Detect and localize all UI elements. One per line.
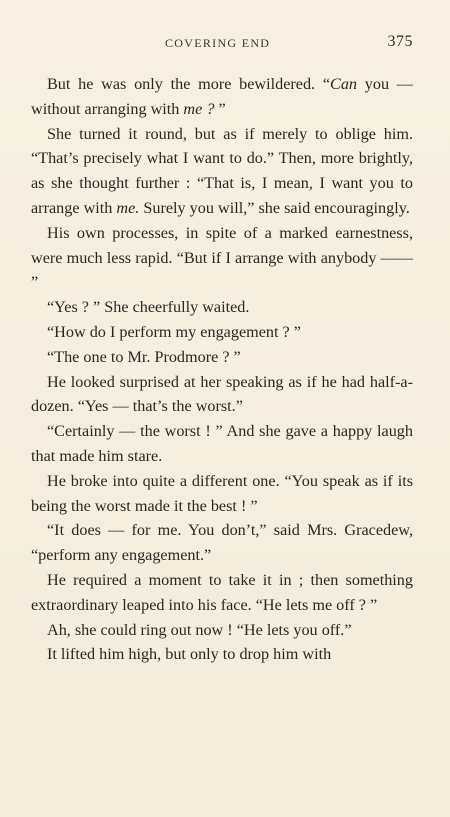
paragraph: “The one to Mr. Prodmore ? ”: [47, 347, 241, 366]
body-text: [31, 72, 413, 667]
paragraph: He looked surprised at her speaking as if he had half-a-dozen. “Yes — that’s the worst.”: [31, 372, 413, 416]
paragraph: He broke into quite a different one. “You speak as if its being the worst made it the best ! ”: [31, 471, 413, 515]
emphasis: me ?: [183, 99, 215, 118]
running-head: COVERING END: [165, 36, 271, 50]
paragraph: He required a moment to take it in ; then something extraordinary leaped into his face. “He lets me off ? ”: [31, 570, 413, 614]
paragraph: Ah, she could ring out now ! “He lets you off.”: [47, 620, 352, 639]
paragraph: “Yes ? ” She cheerfully waited.: [47, 298, 250, 317]
page-header: [0, 33, 450, 56]
paragraph: “Certainly — the worst ! ” And she gave a happy laugh that made him stare.: [31, 422, 413, 465]
paragraph: But he was only the more bewildered. “Can you — without arranging with me ? ”: [31, 75, 413, 118]
paragraph: It lifted him high, but only to drop him with: [47, 645, 332, 664]
paragraph: “It does — for me. You don’t,” said Mrs. Gracedew, “perform any engagement.”: [31, 521, 413, 565]
paragraph: She turned it round, but as if merely to oblige him. “That’s precisely what I want to do.” Then, more brightly, as she thought further : “That is, I mean, I want you to arrange with me. Surely you will,” she said encouragingly.: [31, 124, 413, 217]
page-number: 375: [387, 33, 413, 50]
paragraph: His own processes, in spite of a marked earnestness, were much less rapid. “But if I arrange with anybody —— ”: [31, 223, 413, 292]
emphasis: Can: [330, 75, 358, 93]
emphasis: me.: [116, 198, 140, 217]
paragraph: “How do I perform my engagement ? ”: [47, 322, 301, 341]
